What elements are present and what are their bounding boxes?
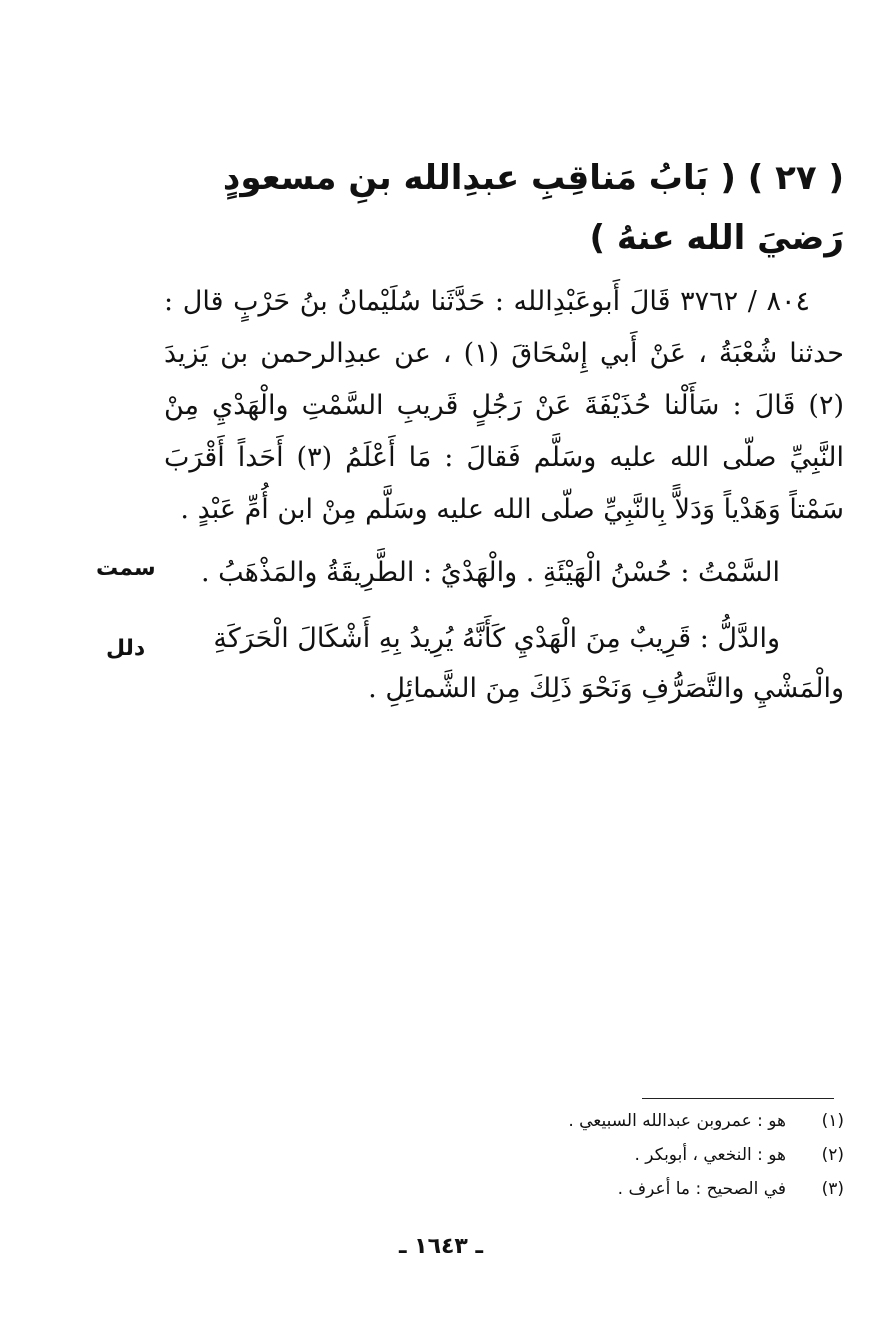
chapter-heading: ( ٢٧ ) ( بَابُ مَناقِبِ عبدِالله بنِ مسعودٍ رَضيَ الله عنهُ ): [222, 158, 844, 258]
footnote-separator: [642, 1098, 834, 1099]
footnote-text: هو : عمروبن عبدالله السبيعي .: [568, 1111, 786, 1131]
gloss-samt: السَّمْتُ : حُسْنُ الْهَيْئَةِ . والْهَدْيُ : الطَّرِيقَةُ والمَذْهَبُ .: [200, 557, 780, 588]
hadith-text: ٨٠٤ / ٣٧٦٢ قَالَ أَبوعَبْدِالله : حَدَّثَنا سُلَيْمانُ بنُ حَرْبٍ قال : حدثنا شُعْبَةُ ، عَنْ أَبي إِسْحَاقَ (١) ، عن عبدِالرحمن بن يَزيدَ (٢) قَالَ : سَأَلْنا حُذَيْفَةَ عَنْ رَجُلٍ قَريبِ السَّمْتِ والْهَدْيِ مِنْ النَّبِيِّ صلّى الله عليه وسَلَّم فَقالَ : مَا أَعْلَمُ (٣) أَحَداً أَقْرَبَ سَمْتاً وَهَدْياً وَدَلاًّ بِالنَّبِيِّ صلّى الله عليه وسَلَّم مِنْ ابن أُمِّ عَبْدٍ .: [164, 286, 844, 525]
footnote-item: [244, 1104, 844, 1138]
footnote-text: في الصحيح : ما أعرف .: [617, 1179, 786, 1199]
footnote-number: (١): [821, 1111, 844, 1131]
footnotes-list: [244, 1104, 844, 1206]
footnote-text: هو : النخعي ، أبوبكر .: [634, 1145, 786, 1165]
margin-keyword-dalal: دلل: [106, 636, 146, 661]
footnote-item: [244, 1172, 844, 1206]
page-number: ـ ١٦٤٣ ـ: [398, 1234, 484, 1259]
footnote-item: [244, 1138, 844, 1172]
hadith-paragraph: [164, 276, 844, 536]
margin-keyword-samt: سمت: [96, 556, 156, 581]
gloss-dall: والدَّلُّ : قَرِيبٌ مِنَ الْهَدْيِ كَأَنَّهُ يُرِيدُ بِهِ أَشْكَالَ الْحَرَكَةِ والْمَشْيِ والتَّصَرُّفِ وَنَحْوَ ذَلِكَ مِنَ الشَّمائِلِ .: [213, 623, 844, 704]
footnote-number: (٣): [821, 1179, 844, 1199]
footnote-number: (٢): [821, 1145, 844, 1165]
